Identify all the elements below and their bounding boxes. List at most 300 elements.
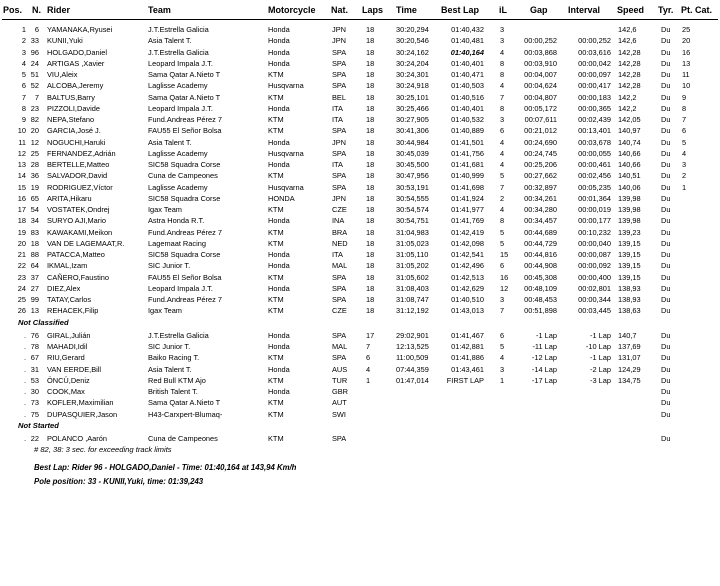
cell-nat: TUR — [332, 376, 348, 385]
cell-time: 29:02,901 — [396, 331, 429, 340]
cell-rider: RODRIGUEZ,Víctor — [47, 183, 113, 192]
cell-tyr: Du — [661, 342, 671, 351]
cell-laps: 17 — [366, 331, 375, 340]
cell-laps: 1 — [366, 376, 371, 385]
cell-il: 1 — [500, 376, 505, 385]
cell-laps: 18 — [366, 81, 375, 90]
section-not-classified: Not Classified — [18, 318, 69, 327]
cell-pos: . — [23, 376, 26, 385]
cell-rider: VAN EERDE,Bill — [47, 365, 102, 374]
cell-gap: 00:04,624 — [524, 81, 557, 90]
cell-speed: 142,28 — [618, 59, 641, 68]
cell-team: J.T.Estrella Galicia — [148, 48, 209, 57]
cell-speed: 142,05 — [618, 115, 641, 124]
cell-nat: SPA — [332, 171, 347, 180]
cell-interval: -1 Lap — [590, 331, 611, 340]
cell-tyr: Du — [661, 295, 671, 304]
cell-rider: KAWAKAMI,Meikon — [47, 228, 113, 237]
result-row — [0, 238, 720, 249]
cell-speed: 142,6 — [618, 36, 637, 45]
cell-nat: MAL — [332, 261, 348, 270]
cell-interval: 00:00,040 — [578, 239, 611, 248]
cell-moto: Honda — [268, 284, 290, 293]
cell-nat: NED — [332, 239, 348, 248]
cell-moto: Honda — [268, 25, 290, 34]
cell-time: 30:44,984 — [396, 138, 429, 147]
cell-laps: 18 — [366, 115, 375, 124]
cell-team: Asia Talent T. — [148, 365, 192, 374]
result-row — [0, 182, 720, 193]
cell-rider: ALCOBA,Jeremy — [47, 81, 104, 90]
cell-speed: 134,75 — [618, 376, 641, 385]
cell-laps: 18 — [366, 250, 375, 259]
cell-team: Cuna de Campeones — [148, 434, 218, 443]
cell-rider: BERTELLE,Matteo — [47, 160, 110, 169]
cell-best: 01:40,401 — [451, 104, 484, 113]
cell-interval: 00:00,461 — [578, 160, 611, 169]
cell-nat: JPN — [332, 194, 346, 203]
cell-best: 01:42,629 — [451, 284, 484, 293]
cell-time: 31:05,023 — [396, 239, 429, 248]
cell-moto: Husqvarna — [268, 149, 304, 158]
cell-time: 30:24,301 — [396, 70, 429, 79]
cell-pos: 20 — [17, 239, 26, 248]
cell-nat: JPN — [332, 36, 346, 45]
cell-time: 30:47,956 — [396, 171, 429, 180]
cell-team: Sama Qatar A.Nieto T — [148, 70, 221, 79]
cell-interval: 00:00,087 — [578, 250, 611, 259]
cell-nat: CZE — [332, 205, 347, 214]
result-row — [0, 170, 720, 181]
cell-best: 01:41,924 — [451, 194, 484, 203]
cell-team: SIC58 Squadra Corse — [148, 160, 221, 169]
result-row — [0, 364, 720, 375]
cell-laps: 18 — [366, 205, 375, 214]
cell-moto: Honda — [268, 342, 290, 351]
cell-moto: Honda — [268, 59, 290, 68]
cell-team: Igax Team — [148, 205, 182, 214]
result-row — [0, 294, 720, 305]
cell-moto: Honda — [268, 250, 290, 259]
cell-tyr: Du — [661, 115, 671, 124]
cell-num: 65 — [30, 194, 39, 203]
cell-time: 11:00,509 — [396, 353, 429, 362]
cell-num: 23 — [30, 104, 39, 113]
cell-team: J.T.Estrella Galicia — [148, 25, 209, 34]
cell-il: 6 — [500, 261, 505, 270]
cell-team: Laglisse Academy — [148, 183, 208, 192]
cell-nat: SPA — [332, 183, 347, 192]
cell-best: 01:42,496 — [451, 261, 484, 270]
cell-laps: 18 — [366, 93, 375, 102]
cell-speed: 139,15 — [618, 273, 641, 282]
cell-tyr: Du — [661, 216, 671, 225]
cell-rider: RIU,Gerard — [47, 353, 85, 362]
cell-tyr: Du — [661, 194, 671, 203]
cell-interval: 00:00,019 — [578, 205, 611, 214]
column-header-interval: Interval — [568, 5, 601, 15]
cell-moto: KTM — [268, 353, 284, 362]
result-row — [0, 260, 720, 271]
column-header-pts: Pt. Cat. — [681, 5, 713, 15]
cell-tyr: Du — [661, 306, 671, 315]
cell-laps: 18 — [366, 104, 375, 113]
result-row — [0, 215, 720, 226]
cell-interval: 00:01,364 — [578, 194, 611, 203]
header-rule — [2, 19, 718, 20]
cell-gap: 00:44,816 — [524, 250, 557, 259]
cell-laps: 18 — [366, 70, 375, 79]
cell-team: Leopard Impala J.T. — [148, 59, 213, 68]
cell-team: SIC Junior T. — [148, 342, 191, 351]
cell-rider: PATACCA,Matteo — [47, 250, 105, 259]
cell-moto: KTM — [268, 70, 284, 79]
cell-speed: 139,98 — [618, 194, 641, 203]
cell-time: 30:24,162 — [396, 48, 429, 57]
cell-tyr: Du — [661, 261, 671, 270]
cell-best: 01:42,541 — [451, 250, 484, 259]
cell-time: 30:54,751 — [396, 216, 429, 225]
cell-pos: . — [23, 387, 26, 396]
cell-gap: 00:25,206 — [524, 160, 557, 169]
column-header-gap: Gap — [530, 5, 548, 15]
result-row — [0, 103, 720, 114]
cell-speed: 140,74 — [618, 138, 641, 147]
cell-num: 73 — [30, 398, 39, 407]
cell-laps: 18 — [366, 216, 375, 225]
cell-moto: KTM — [268, 306, 284, 315]
cell-num: 27 — [30, 284, 39, 293]
cell-il: 4 — [500, 138, 505, 147]
cell-moto: Honda — [268, 216, 290, 225]
cell-best: 01:40,999 — [451, 171, 484, 180]
result-row — [0, 227, 720, 238]
cell-il: 3 — [500, 115, 505, 124]
cell-interval: -10 Lap — [585, 342, 611, 351]
cell-tyr: Du — [661, 410, 671, 419]
cell-nat: SPA — [332, 434, 347, 443]
cell-num: 64 — [30, 261, 39, 270]
cell-tyr: Du — [661, 273, 671, 282]
cell-moto: Honda — [268, 104, 290, 113]
cell-time: 31:08,403 — [396, 284, 429, 293]
cell-gap: -12 Lap — [531, 353, 557, 362]
cell-il: 4 — [500, 205, 505, 214]
cell-pts: 2 — [682, 171, 687, 180]
cell-rider: NOGUCHI,Haruki — [47, 138, 106, 147]
cell-nat: GBR — [332, 387, 349, 396]
cell-best: 01:41,769 — [451, 216, 484, 225]
cell-best: 01:42,881 — [451, 342, 484, 351]
cell-il: 4 — [500, 353, 505, 362]
cell-time: 30:24,204 — [396, 59, 429, 68]
result-row — [0, 397, 720, 408]
cell-pos: 10 — [17, 126, 26, 135]
cell-pts: 3 — [682, 160, 687, 169]
cell-team: Laglisse Academy — [148, 81, 208, 90]
result-row — [0, 47, 720, 58]
result-row — [0, 249, 720, 260]
cell-interval: 00:00,252 — [578, 36, 611, 45]
cell-tyr: Du — [661, 250, 671, 259]
cell-rider: SURYO AJI,Mario — [47, 216, 107, 225]
cell-num: 83 — [30, 228, 39, 237]
cell-gap: 00:48,109 — [524, 284, 557, 293]
cell-nat: CZE — [332, 306, 347, 315]
cell-pts: 1 — [682, 183, 687, 192]
cell-num: 18 — [30, 239, 39, 248]
cell-speed: 139,98 — [618, 216, 641, 225]
cell-speed: 142,28 — [618, 70, 641, 79]
cell-laps: 4 — [366, 365, 371, 374]
cell-laps: 18 — [366, 261, 375, 270]
cell-il: 7 — [500, 183, 505, 192]
result-row — [0, 386, 720, 397]
cell-pos: . — [23, 434, 26, 443]
cell-time: 30:27,905 — [396, 115, 429, 124]
cell-best: 01:40,889 — [451, 126, 484, 135]
result-row — [0, 148, 720, 159]
cell-nat: JPN — [332, 25, 346, 34]
cell-team: Laglisse Academy — [148, 149, 208, 158]
result-row — [0, 305, 720, 316]
cell-best: 01:40,532 — [451, 115, 484, 124]
result-row — [0, 352, 720, 363]
cell-speed: 142,2 — [618, 104, 637, 113]
cell-gap: -1 Lap — [536, 331, 557, 340]
cell-best: 01:43,013 — [451, 306, 484, 315]
cell-num: 52 — [30, 81, 39, 90]
cell-gap: 00:07,611 — [524, 115, 557, 124]
cell-num: 6 — [34, 25, 39, 34]
cell-tyr: Du — [661, 387, 671, 396]
cell-team: FAU55 El Señor Bolsa — [148, 273, 222, 282]
result-row — [0, 341, 720, 352]
cell-time: 30:25,466 — [396, 104, 429, 113]
cell-il: 16 — [500, 273, 509, 282]
cell-speed: 131,07 — [618, 353, 641, 362]
result-row — [0, 58, 720, 69]
column-header-tyr: Tyr. — [658, 5, 674, 15]
cell-num: 33 — [30, 36, 39, 45]
cell-pos: . — [23, 331, 26, 340]
cell-time: 01:47,014 — [396, 376, 429, 385]
result-row — [0, 204, 720, 215]
cell-speed: 124,29 — [618, 365, 641, 374]
cell-time: 30:25,101 — [396, 93, 429, 102]
cell-team: FAU55 El Señor Bolsa — [148, 126, 222, 135]
column-header-laps: Laps — [362, 5, 384, 15]
cell-il: 5 — [500, 228, 505, 237]
cell-interval: 00:05,235 — [578, 183, 611, 192]
cell-speed: 140,06 — [618, 183, 641, 192]
cell-nat: AUS — [332, 365, 348, 374]
cell-moto: Honda — [268, 138, 290, 147]
cell-num: 82 — [30, 115, 39, 124]
result-row — [0, 409, 720, 420]
cell-pos: 7 — [21, 93, 26, 102]
cell-nat: BRA — [332, 228, 348, 237]
cell-pos: 6 — [21, 81, 26, 90]
cell-pos: . — [23, 410, 26, 419]
result-row — [0, 433, 720, 444]
cell-team: Baiko Racing T. — [148, 353, 200, 362]
cell-rider: TATAY,Carlos — [47, 295, 92, 304]
cell-best: 01:42,098 — [451, 239, 484, 248]
cell-best: 01:40,432 — [451, 25, 484, 34]
cell-rider: SALVADOR,David — [47, 171, 108, 180]
cell-moto: KTM — [268, 273, 284, 282]
cell-best: 01:40,510 — [451, 295, 484, 304]
cell-pos: . — [23, 365, 26, 374]
cell-laps: 18 — [366, 59, 375, 68]
result-row — [0, 35, 720, 46]
cell-team: Fund.Andreas Pérez 7 — [148, 295, 222, 304]
cell-tyr: Du — [661, 353, 671, 362]
cell-time: 30:45,500 — [396, 160, 429, 169]
cell-speed: 140,51 — [618, 171, 641, 180]
cell-nat: SPA — [332, 331, 347, 340]
result-row — [0, 125, 720, 136]
cell-tyr: Du — [661, 81, 671, 90]
cell-pts: 4 — [682, 149, 687, 158]
cell-nat: SPA — [332, 59, 347, 68]
cell-nat: ITA — [332, 160, 343, 169]
cell-il: 8 — [500, 104, 505, 113]
cell-pos: 15 — [17, 183, 26, 192]
cell-team: Fund.Andreas Pérez 7 — [148, 115, 222, 124]
cell-laps: 18 — [366, 295, 375, 304]
cell-nat: SPA — [332, 81, 347, 90]
cell-laps: 18 — [366, 149, 375, 158]
cell-tyr: Du — [661, 239, 671, 248]
cell-time: 31:12,192 — [396, 306, 429, 315]
cell-il: 5 — [500, 171, 505, 180]
cell-speed: 142,2 — [618, 93, 637, 102]
cell-speed: 138,63 — [618, 306, 641, 315]
cell-pos: 2 — [21, 36, 26, 45]
cell-moto: Husqvarna — [268, 183, 304, 192]
cell-interval: -3 Lap — [590, 376, 611, 385]
cell-best: 01:40,516 — [451, 93, 484, 102]
cell-rider: FERNANDEZ,Adrián — [47, 149, 116, 158]
result-row — [0, 92, 720, 103]
cell-tyr: Du — [661, 398, 671, 407]
cell-time: 30:41,306 — [396, 126, 429, 135]
cell-rider: HOLGADO,Daniel — [47, 48, 107, 57]
cell-pts: 11 — [682, 70, 690, 79]
cell-speed: 139,98 — [618, 205, 641, 214]
cell-num: 96 — [30, 48, 39, 57]
cell-speed: 139,15 — [618, 261, 641, 270]
cell-pts: 16 — [682, 48, 691, 57]
cell-speed: 139,15 — [618, 239, 641, 248]
cell-tyr: Du — [661, 228, 671, 237]
cell-laps: 18 — [366, 183, 375, 192]
column-header-rider: Rider — [47, 5, 71, 15]
cell-num: 30 — [30, 387, 39, 396]
cell-nat: SPA — [332, 284, 347, 293]
cell-rider: KUNII,Yuki — [47, 36, 83, 45]
cell-gap: -11 Lap — [532, 342, 557, 351]
cell-gap: 00:03,910 — [524, 59, 557, 68]
cell-il: 3 — [500, 295, 505, 304]
result-row — [0, 272, 720, 283]
cell-interval: 00:02,456 — [578, 171, 611, 180]
cell-gap: -17 Lap — [531, 376, 557, 385]
cell-gap: -14 Lap — [531, 365, 557, 374]
cell-rider: IKMAL,Izam — [47, 261, 88, 270]
cell-moto: Honda — [268, 261, 290, 270]
cell-il: 12 — [500, 284, 509, 293]
cell-speed: 137,69 — [618, 342, 641, 351]
cell-num: 76 — [30, 331, 39, 340]
cell-num: 88 — [30, 250, 39, 259]
cell-num: 36 — [30, 171, 39, 180]
column-header-num: N. — [32, 5, 41, 15]
cell-pts: 13 — [682, 59, 691, 68]
cell-tyr: Du — [661, 434, 671, 443]
cell-speed: 138,93 — [618, 295, 641, 304]
cell-team: Asia Talent T. — [148, 36, 192, 45]
cell-best: 01:40,481 — [451, 36, 484, 45]
cell-il: 7 — [500, 93, 505, 102]
cell-laps: 18 — [366, 36, 375, 45]
cell-pos: 11 — [18, 138, 26, 147]
cell-best: 01:40,401 — [451, 59, 484, 68]
cell-nat: BEL — [332, 93, 346, 102]
cell-tyr: Du — [661, 138, 671, 147]
cell-time: 31:04,983 — [396, 228, 429, 237]
cell-pts: 5 — [682, 138, 687, 147]
cell-gap: 00:34,457 — [524, 216, 557, 225]
cell-gap: 00:45,308 — [524, 273, 557, 282]
column-header-best: Best Lap — [441, 5, 480, 15]
cell-interval: 00:03,616 — [578, 48, 611, 57]
cell-rider: KOFLER,Maximilian — [47, 398, 114, 407]
cell-time: 30:24,918 — [396, 81, 429, 90]
cell-rider: POLANCO ,Aarón — [47, 434, 107, 443]
cell-tyr: Du — [661, 59, 671, 68]
cell-interval: 00:00,183 — [578, 93, 611, 102]
cell-moto: KTM — [268, 434, 284, 443]
cell-best: 01:41,681 — [451, 160, 484, 169]
cell-rider: YAMANAKA,Ryusei — [47, 25, 113, 34]
cell-rider: BALTUS,Barry — [47, 93, 95, 102]
cell-rider: VOSTATEK,Ondrej — [47, 205, 110, 214]
cell-pts: 25 — [682, 25, 691, 34]
cell-pos: 16 — [17, 194, 26, 203]
cell-interval: 00:13,401 — [578, 126, 611, 135]
cell-gap: 00:32,897 — [524, 183, 557, 192]
cell-speed: 140,97 — [618, 126, 641, 135]
cell-pts: 8 — [682, 104, 687, 113]
cell-nat: INA — [332, 216, 345, 225]
cell-speed: 139,15 — [618, 250, 641, 259]
cell-moto: KTM — [268, 398, 284, 407]
cell-nat: SPA — [332, 295, 347, 304]
cell-best: 01:40,503 — [451, 81, 484, 90]
column-header-time: Time — [396, 5, 417, 15]
section-not-started: Not Started — [18, 421, 59, 430]
cell-tyr: Du — [661, 376, 671, 385]
cell-pos: 14 — [17, 171, 26, 180]
column-header-nat: Nat. — [331, 5, 349, 15]
cell-pos: 26 — [17, 306, 26, 315]
cell-gap: 00:24,745 — [524, 149, 557, 158]
cell-time: 07:44,359 — [396, 365, 429, 374]
cell-il: 4 — [500, 48, 505, 57]
